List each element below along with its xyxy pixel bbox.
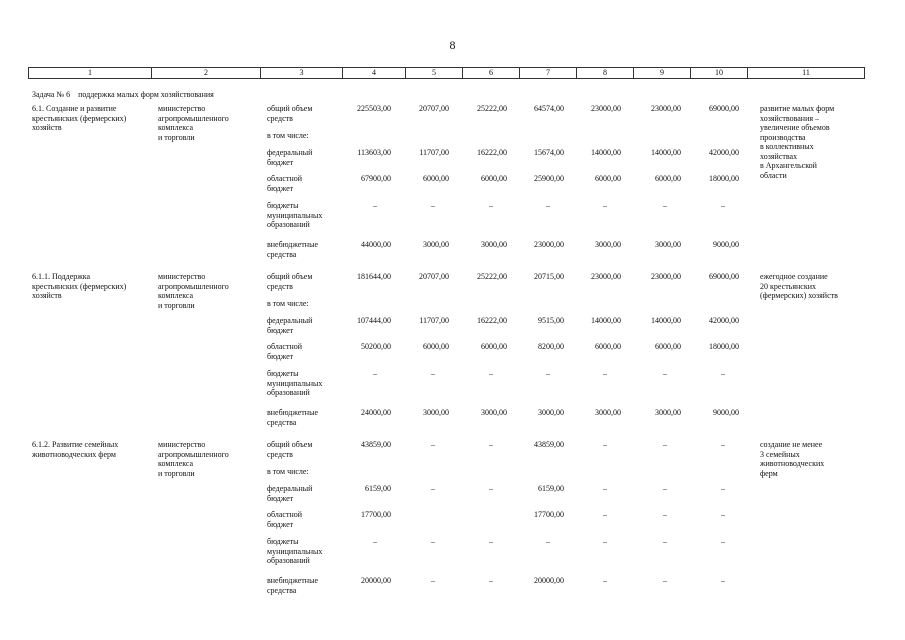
funding-value: – xyxy=(489,484,493,493)
funding-value: 69000,00 xyxy=(709,104,739,113)
col-header-6: 6 xyxy=(463,68,520,79)
funding-value: – xyxy=(489,537,493,546)
funding-value: – xyxy=(431,537,435,546)
funding-value: – xyxy=(431,369,435,378)
funding-value: 20707,00 xyxy=(419,272,449,281)
task-title: Задача № 6 поддержка малых форм хозяйствования xyxy=(32,90,214,99)
funding-value: 17700,00 xyxy=(534,510,564,519)
responsible-executor: министерство агропромышленного комплекса и торговли xyxy=(158,104,229,142)
col-header-10: 10 xyxy=(691,68,748,79)
funding-value: – xyxy=(603,537,607,546)
funding-value: 11707,00 xyxy=(419,316,449,325)
expected-result: развитие малых форм хозяйствования – увеличение объемов производства в коллективных хозяйствах в Архангельской области xyxy=(760,104,835,180)
funding-value: 25222,00 xyxy=(477,272,507,281)
funding-value: 23000,00 xyxy=(591,104,621,113)
funding-value: 113603,00 xyxy=(357,148,391,157)
responsible-executor: министерство агропромышленного комплекса и торговли xyxy=(158,440,229,478)
funding-value: 3000,00 xyxy=(423,240,449,249)
funding-source-label: в том числе: xyxy=(267,299,309,308)
funding-value: 181644,00 xyxy=(357,272,391,281)
funding-value: – xyxy=(373,369,377,378)
funding-source-label: внебюджетные средства xyxy=(267,240,318,259)
funding-value: – xyxy=(489,201,493,210)
col-header-9: 9 xyxy=(634,68,691,79)
col-header-1: 1 xyxy=(29,68,152,79)
funding-value: 17700,00 xyxy=(361,510,391,519)
funding-value: – xyxy=(546,369,550,378)
funding-value: 50200,00 xyxy=(361,342,391,351)
funding-value: 3000,00 xyxy=(538,408,564,417)
funding-value: 8200,00 xyxy=(538,342,564,351)
funding-value: – xyxy=(373,201,377,210)
funding-source-label: общий объем средств xyxy=(267,440,313,459)
funding-value: 23000,00 xyxy=(591,272,621,281)
funding-value: – xyxy=(721,369,725,378)
funding-value: – xyxy=(663,484,667,493)
funding-value: 3000,00 xyxy=(481,240,507,249)
funding-value: 14000,00 xyxy=(591,316,621,325)
funding-value: 24000,00 xyxy=(361,408,391,417)
funding-value: 14000,00 xyxy=(591,148,621,157)
funding-value: 15674,00 xyxy=(534,148,564,157)
funding-value: 6159,00 xyxy=(365,484,391,493)
funding-value: 3000,00 xyxy=(655,408,681,417)
col-header-7: 7 xyxy=(520,68,577,79)
funding-source-label: в том числе: xyxy=(267,131,309,140)
funding-value: 6000,00 xyxy=(655,174,681,183)
funding-value: 44000,00 xyxy=(361,240,391,249)
funding-value: – xyxy=(489,576,493,585)
funding-value: – xyxy=(721,201,725,210)
funding-source-label: бюджеты муниципальных образований xyxy=(267,369,323,397)
funding-value: 14000,00 xyxy=(651,148,681,157)
funding-value: 16222,00 xyxy=(477,316,507,325)
funding-value: – xyxy=(721,484,725,493)
funding-value: 6000,00 xyxy=(655,342,681,351)
funding-value: – xyxy=(431,440,435,449)
funding-value: – xyxy=(431,484,435,493)
funding-source-label: бюджеты муниципальных образований xyxy=(267,201,323,229)
funding-value: 6159,00 xyxy=(538,484,564,493)
funding-value: – xyxy=(721,576,725,585)
funding-source-label: областной бюджет xyxy=(267,342,303,361)
funding-value: – xyxy=(603,369,607,378)
funding-value: 23000,00 xyxy=(651,104,681,113)
funding-value: 107444,00 xyxy=(357,316,391,325)
funding-source-label: внебюджетные средства xyxy=(267,576,318,595)
funding-value: – xyxy=(373,537,377,546)
funding-value: 42000,00 xyxy=(709,148,739,157)
funding-value: – xyxy=(546,537,550,546)
funding-value: – xyxy=(663,201,667,210)
funding-value: 20715,00 xyxy=(534,272,564,281)
page-number: 8 xyxy=(449,38,456,52)
funding-source-label: общий объем средств xyxy=(267,272,313,291)
funding-value: 3000,00 xyxy=(481,408,507,417)
funding-value: 6000,00 xyxy=(423,174,449,183)
funding-source-label: федеральный бюджет xyxy=(267,484,313,503)
funding-value: 9000,00 xyxy=(713,240,739,249)
funding-value: 20000,00 xyxy=(534,576,564,585)
funding-value: 3000,00 xyxy=(595,408,621,417)
activity-title: 6.1. Создание и развитие крестьянских (фермерских) хозяйств xyxy=(32,104,127,132)
funding-value: 64574,00 xyxy=(534,104,564,113)
funding-value: 23000,00 xyxy=(534,240,564,249)
funding-value: – xyxy=(603,510,607,519)
funding-value: 16222,00 xyxy=(477,148,507,157)
funding-value: – xyxy=(603,576,607,585)
funding-value: – xyxy=(663,369,667,378)
funding-value: 3000,00 xyxy=(423,408,449,417)
funding-source-label: внебюджетные средства xyxy=(267,408,318,427)
funding-value: – xyxy=(603,440,607,449)
funding-source-label: бюджеты муниципальных образований xyxy=(267,537,323,565)
expected-result: ежегодное создание 20 крестьянских (фермерских) хозяйств xyxy=(760,272,838,300)
funding-value: 6000,00 xyxy=(595,342,621,351)
funding-value: – xyxy=(663,576,667,585)
funding-value: 6000,00 xyxy=(423,342,449,351)
funding-value: – xyxy=(721,510,725,519)
funding-value: 25222,00 xyxy=(477,104,507,113)
funding-value: – xyxy=(663,440,667,449)
funding-value: 18000,00 xyxy=(709,174,739,183)
funding-value: – xyxy=(431,201,435,210)
funding-value: 42000,00 xyxy=(709,316,739,325)
responsible-executor: министерство агропромышленного комплекса и торговли xyxy=(158,272,229,310)
funding-value: 3000,00 xyxy=(595,240,621,249)
funding-value: – xyxy=(603,484,607,493)
funding-source-label: областной бюджет xyxy=(267,510,303,529)
col-header-11: 11 xyxy=(748,68,865,79)
activity-title: 6.1.2. Развитие семейных животноводческих ферм xyxy=(32,440,119,459)
activity-title: 6.1.1. Поддержка крестьянских (фермерских) хозяйств xyxy=(32,272,127,300)
expected-result: создание не менее 3 семейных животноводческих ферм xyxy=(760,440,825,478)
funding-value: – xyxy=(489,440,493,449)
funding-value: 67900,00 xyxy=(361,174,391,183)
funding-value: 11707,00 xyxy=(419,148,449,157)
col-header-8: 8 xyxy=(577,68,634,79)
column-number-header xyxy=(28,67,865,79)
funding-value: – xyxy=(489,369,493,378)
funding-value: 3000,00 xyxy=(655,240,681,249)
funding-value: – xyxy=(721,440,725,449)
funding-value: – xyxy=(663,537,667,546)
funding-source-label: в том числе: xyxy=(267,467,309,476)
funding-value: 14000,00 xyxy=(651,316,681,325)
funding-value: 43859,00 xyxy=(534,440,564,449)
funding-value: 20000,00 xyxy=(361,576,391,585)
col-header-4: 4 xyxy=(343,68,406,79)
funding-value: 20707,00 xyxy=(419,104,449,113)
col-header-2: 2 xyxy=(152,68,261,79)
funding-value: 9000,00 xyxy=(713,408,739,417)
funding-source-label: федеральный бюджет xyxy=(267,316,313,335)
funding-value: 6000,00 xyxy=(481,342,507,351)
funding-value: – xyxy=(546,201,550,210)
funding-value: – xyxy=(431,576,435,585)
funding-value: 225503,00 xyxy=(357,104,391,113)
funding-value: – xyxy=(663,510,667,519)
funding-source-label: общий объем средств xyxy=(267,104,313,123)
funding-value: 25900,00 xyxy=(534,174,564,183)
funding-source-label: областной бюджет xyxy=(267,174,303,193)
col-header-5: 5 xyxy=(406,68,463,79)
funding-value: – xyxy=(721,537,725,546)
funding-source-label: федеральный бюджет xyxy=(267,148,313,167)
funding-value: 6000,00 xyxy=(481,174,507,183)
funding-value: – xyxy=(603,201,607,210)
funding-value: 69000,00 xyxy=(709,272,739,281)
col-header-3: 3 xyxy=(261,68,343,79)
funding-value: 18000,00 xyxy=(709,342,739,351)
funding-value: 9515,00 xyxy=(538,316,564,325)
funding-value: 6000,00 xyxy=(595,174,621,183)
funding-value: 23000,00 xyxy=(651,272,681,281)
funding-value: 43859,00 xyxy=(361,440,391,449)
